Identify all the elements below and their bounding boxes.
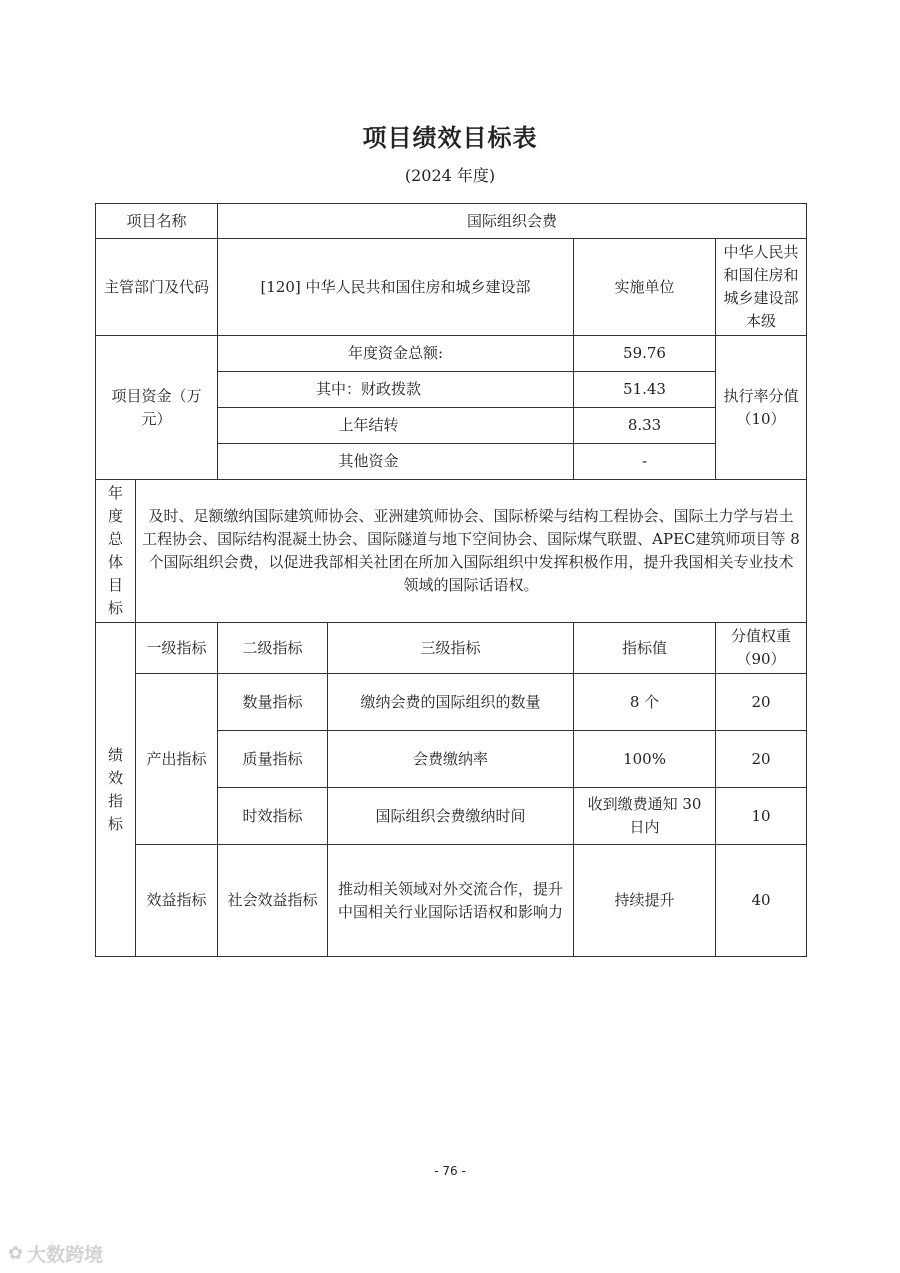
department-label: 主管部门及代码 [96,239,218,336]
indicator-level2: 质量指标 [218,731,328,788]
execution-rate-label: 执行率分值（10） [716,336,807,480]
implementing-unit-value: 中华人民共和国住房和城乡建设部本级 [716,239,807,336]
header-level1: 一级指标 [136,623,218,674]
goal-text: 及时、足额缴纳国际建筑师协会、亚洲建筑师协会、国际桥梁与结构工程协会、国际土力学与岩土工程协会、国际结构混凝土协会、国际隧道与地下空间协会、国际煤气联盟、APEC建筑师项目等 8 个国际组织会费，以促进我部相关社团在所加入国际组织中发挥积极作用，提升我国相关专业技术领域的国际话语权。 [136,480,807,623]
funds-fiscal-value: 51.43 [574,372,716,408]
page-title: 项目绩效目标表 [362,124,538,152]
indicator-level3: 缴纳会费的国际组织的数量 [328,674,574,731]
project-name-value: 国际组织会费 [218,204,807,239]
indicator-weight: 10 [716,788,807,845]
page-number: - 76 - [434,1164,466,1178]
indicator-value: 100% [574,731,716,788]
benefit-indicator-label: 效益指标 [136,845,218,957]
output-indicator-label: 产出指标 [136,674,218,845]
watermark-logo-icon: ✿ [8,1243,24,1264]
indicator-level3: 国际组织会费缴纳时间 [328,788,574,845]
department-row [96,239,807,336]
goal-row [96,480,807,623]
indicator-row [96,674,807,731]
funds-fiscal-label: 其中：财政拨款 [218,372,574,408]
indicator-level2: 数量指标 [218,674,328,731]
indicator-row [96,845,807,957]
indicator-weight: 20 [716,674,807,731]
funds-label: 项目资金（万元） [96,336,218,480]
goal-label: 年度总体目标 [96,480,136,623]
indicator-weight: 20 [716,731,807,788]
indicator-level2: 时效指标 [218,788,328,845]
funds-carryover-label: 上年结转 [218,408,574,444]
indicator-header-row [96,623,807,674]
implementing-unit-label: 实施单位 [574,239,716,336]
indicator-weight: 40 [716,845,807,957]
indicator-value: 持续提升 [574,845,716,957]
indicator-level3: 会费缴纳率 [328,731,574,788]
project-name-row [96,204,807,239]
header-level3: 三级指标 [328,623,574,674]
performance-table [95,203,807,957]
project-name-label: 项目名称 [96,204,218,239]
header-weight: 分值权重（90） [716,623,807,674]
indicator-value: 8 个 [574,674,716,731]
funds-total-label: 年度资金总额: [218,336,574,372]
watermark [8,1240,103,1267]
funds-other-value: - [574,444,716,480]
indicators-label: 绩效指标 [96,623,136,957]
funds-total-value: 59.76 [574,336,716,372]
header-value: 指标值 [574,623,716,674]
indicator-value: 收到缴费通知 30 日内 [574,788,716,845]
funds-total-row [96,336,807,372]
year-subtitle: (2024 年度) [404,166,496,185]
funds-carryover-value: 8.33 [574,408,716,444]
indicator-level3: 推动相关领域对外交流合作，提升中国相关行业国际话语权和影响力 [328,845,574,957]
funds-other-label: 其他资金 [218,444,574,480]
header-level2: 二级指标 [218,623,328,674]
department-value: [120] 中华人民共和国住房和城乡建设部 [218,239,574,336]
watermark-text: 大数跨境 [27,1244,104,1266]
indicator-level2: 社会效益指标 [218,845,328,957]
